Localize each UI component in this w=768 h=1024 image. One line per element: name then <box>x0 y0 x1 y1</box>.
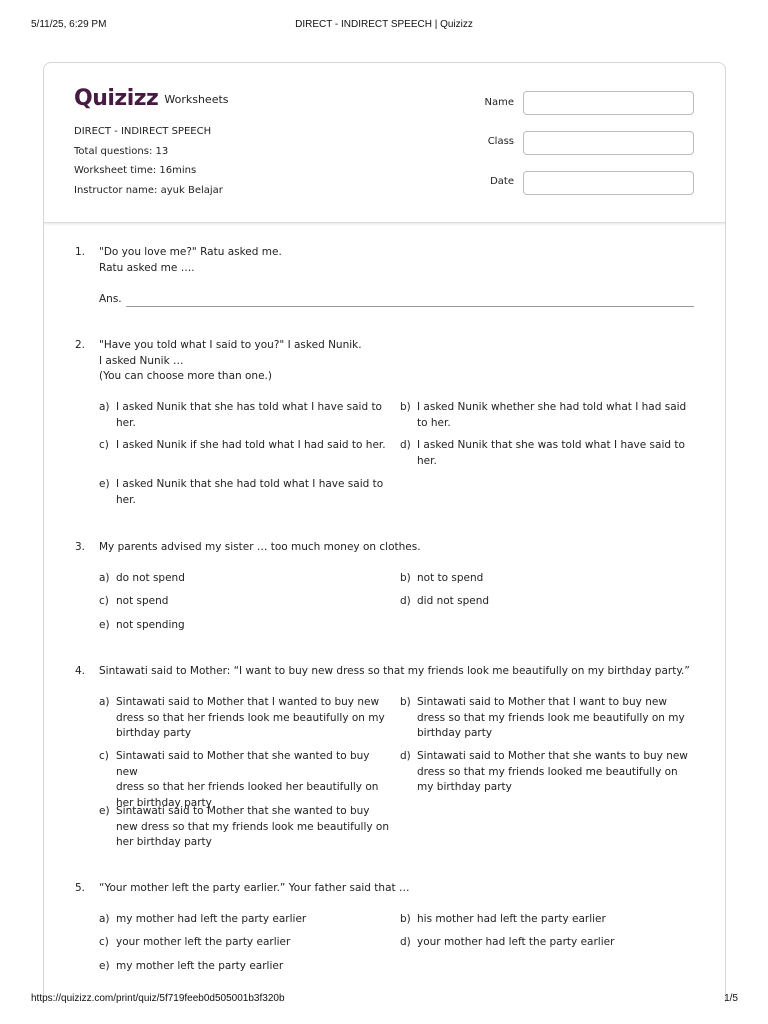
question-line: "Do you love me?" Ratu asked me. <box>99 246 282 258</box>
option-line: dress so that my friends looked me beautifully on <box>417 765 678 778</box>
logo-subtitle: Worksheets <box>164 92 229 106</box>
option-letter: d) <box>400 439 411 451</box>
print-datetime: 5/11/25, 6:29 PM <box>31 19 107 30</box>
question-number: 5. <box>75 882 86 894</box>
header-divider <box>44 223 725 226</box>
option-text <box>116 477 383 508</box>
print-header <box>0 19 768 33</box>
option-line: dress so that her friends look me beautifully on my <box>116 711 385 724</box>
instructor-name: Instructor name: ayuk Belajar <box>74 185 223 196</box>
worksheet-header <box>44 63 725 223</box>
worksheet-sheet <box>43 62 726 1002</box>
option-letter: c) <box>99 750 109 762</box>
option-letter: e) <box>99 805 110 817</box>
option-text: my mother had left the party earlier <box>116 913 307 925</box>
option-letter: e) <box>99 619 110 631</box>
option-line: birthday party <box>116 727 192 739</box>
option-letter: a) <box>99 572 110 584</box>
option-line: dress so that her friends looked her beautifully on <box>116 781 379 793</box>
option-line: dress so that my friends look me beautifully on my <box>417 711 685 724</box>
quizizz-logo <box>74 85 229 111</box>
option-line: her birthday party <box>116 796 212 809</box>
option-text: my mother left the party earlier <box>116 960 284 972</box>
name-field[interactable] <box>523 91 694 115</box>
option-line: to her. <box>417 416 451 429</box>
option-text <box>116 400 382 431</box>
question-text <box>99 338 699 385</box>
option-line: her. <box>116 416 136 429</box>
total-questions: Total questions: 13 <box>74 146 169 157</box>
option-line: new dress so that my friends look me beautifully on <box>116 820 389 833</box>
print-page-title: DIRECT - INDIRECT SPEECH | Quizizz <box>295 19 473 30</box>
option-text <box>417 695 685 742</box>
question-text <box>99 245 699 276</box>
option-text <box>116 749 389 811</box>
option-line: I asked Nunik that she has told what I have said to <box>116 401 382 413</box>
date-field[interactable] <box>523 171 694 195</box>
option-text: not spending <box>116 619 185 631</box>
option-text: your mother had left the party earlier <box>417 936 615 948</box>
print-footer <box>0 993 768 1007</box>
option-letter: a) <box>99 401 110 413</box>
option-line: her. <box>116 493 136 506</box>
date-label: Date <box>490 176 514 187</box>
option-line: I asked Nunik that she had told what I have said to <box>116 478 384 490</box>
question-number: 2. <box>75 339 86 351</box>
option-letter: d) <box>400 595 411 607</box>
question-line: Ratu asked me …. <box>99 261 195 274</box>
option-letter: a) <box>99 696 110 708</box>
option-letter: c) <box>99 595 109 607</box>
option-text <box>116 695 385 742</box>
class-label: Class <box>487 136 514 147</box>
option-text: do not spend <box>116 572 185 584</box>
option-line: I asked Nunik if she had told what I had said to her. <box>116 439 386 451</box>
option-text <box>116 804 389 851</box>
print-url: https://quizizz.com/print/quiz/5f719feeb0d505001b3f320b <box>31 993 285 1004</box>
option-letter: b) <box>400 913 411 925</box>
option-text: did not spend <box>417 595 490 607</box>
question-line: My parents advised my sister … too much money on clothes. <box>99 541 421 553</box>
option-letter: e) <box>99 960 110 972</box>
name-label: Name <box>484 97 514 108</box>
question-number: 4. <box>75 665 86 677</box>
question-line: Sintawati said to Mother: “I want to buy new dress so that my friends look me beautifully on my birthday party.” <box>99 665 690 677</box>
question-line: “Your mother left the party earlier.” Your father said that … <box>99 882 410 894</box>
option-line: Sintawati said to Mother that she wanted to buy <box>116 805 370 817</box>
option-text <box>417 400 686 431</box>
question-number: 1. <box>75 246 86 258</box>
option-line: Sintawati said to Mother that she wanted to buy new <box>116 750 370 778</box>
question-line: "Have you told what I said to you?" I asked Nunik. <box>99 339 362 351</box>
option-text: not spend <box>116 595 169 607</box>
question-text <box>99 664 699 680</box>
option-letter: b) <box>400 572 411 584</box>
option-letter: d) <box>400 750 411 762</box>
option-line: my birthday party <box>417 781 512 793</box>
option-text: not to spend <box>417 572 484 584</box>
class-field[interactable] <box>523 131 694 155</box>
logo-wordmark: Quizizz <box>74 85 159 111</box>
option-letter: b) <box>400 696 411 708</box>
question-line: (You can choose more than one.) <box>99 370 272 382</box>
option-line: birthday party <box>417 727 493 739</box>
option-line: her birthday party <box>116 836 212 848</box>
option-text: his mother had left the party earlier <box>417 913 606 925</box>
option-line: I asked Nunik whether she had told what I had said <box>417 401 687 413</box>
option-text <box>116 438 386 454</box>
option-line: Sintawati said to Mother that I want to buy new <box>417 696 667 708</box>
worksheet-title: DIRECT - INDIRECT SPEECH <box>74 126 212 137</box>
option-letter: b) <box>400 401 411 413</box>
option-line: Sintawati said to Mother that I wanted to buy new <box>116 696 380 708</box>
option-letter: d) <box>400 936 411 948</box>
answer-label: Ans. <box>99 293 122 305</box>
option-text <box>417 438 685 469</box>
option-letter: e) <box>99 478 110 490</box>
answer-line[interactable] <box>126 306 694 307</box>
question-text <box>99 540 699 556</box>
question-line: I asked Nunik … <box>99 354 184 367</box>
print-page-count: 1/5 <box>724 993 738 1004</box>
worksheet-time: Worksheet time: 16mins <box>74 165 197 176</box>
option-line: Sintawati said to Mother that she wants to buy new <box>417 750 688 762</box>
option-text <box>417 749 688 796</box>
question-text <box>99 881 699 897</box>
question-number: 3. <box>75 541 86 553</box>
option-line: her. <box>417 454 437 467</box>
option-text: your mother left the party earlier <box>116 936 291 948</box>
option-letter: a) <box>99 913 110 925</box>
option-letter: c) <box>99 936 109 948</box>
option-letter: c) <box>99 439 109 451</box>
option-line: I asked Nunik that she was told what I have said to <box>417 439 685 451</box>
